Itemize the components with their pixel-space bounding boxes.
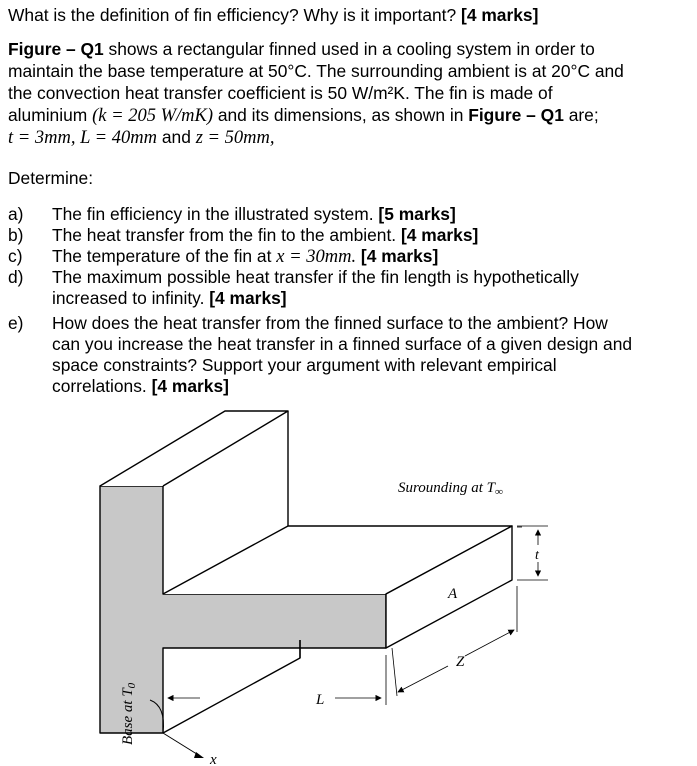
z-dim-line-1 xyxy=(465,630,514,656)
figure-reference: Figure – Q1 xyxy=(8,39,104,59)
wall-top-face xyxy=(100,411,288,486)
determine-heading: Determine: xyxy=(8,168,94,188)
question-text: The fin efficiency in the illustrated system. xyxy=(52,204,374,224)
question-text: How does the heat transfer from the finned surface to the ambient? How xyxy=(52,313,608,333)
base-label: Base at $T_0$ xyxy=(120,682,138,745)
question-label: a) xyxy=(8,204,24,224)
wall-side-lower xyxy=(163,640,300,733)
question-label: c) xyxy=(8,246,23,266)
question-text: can you increase the heat transfer in a finned surface of a given design and xyxy=(52,334,633,354)
label-t: t xyxy=(535,548,539,563)
z-dim-ext-bottom xyxy=(392,648,397,696)
dimensions-math-2: z = 50mm, xyxy=(195,128,275,148)
label-x: x xyxy=(210,752,217,766)
label-z: Z xyxy=(456,654,465,670)
problem-text-4b: and its dimensions, as shown in xyxy=(213,105,469,125)
figure-reference-2: Figure – Q1 xyxy=(468,105,564,125)
question-marks: [4 marks] xyxy=(209,288,287,308)
problem-text-1: shows a rectangular finned used in a cooling system in order to xyxy=(103,39,595,59)
question-marks: [4 marks] xyxy=(360,246,439,266)
surrounding-label: Surounding at $T_\infty$ xyxy=(398,480,503,498)
z-dim-line-2 xyxy=(398,666,448,692)
dimensions-math: t = 3mm, L = 40mm xyxy=(8,128,158,148)
problem-text-4c: are; xyxy=(563,105,599,125)
problem-text-4a: aluminium xyxy=(8,105,93,125)
question-marks: [4 marks] xyxy=(151,376,229,396)
question-text: increased to infinity. xyxy=(52,288,205,308)
question-text: The temperature of the fin at xyxy=(52,246,277,266)
question-marks: [4 marks] xyxy=(400,225,479,245)
intro-question-text: What is the definition of fin efficiency? Why is it important? xyxy=(8,5,457,25)
question-label: e) xyxy=(8,313,24,333)
problem-text-3: the convection heat transfer coefficient is 50 W/m²K. The fin is made of xyxy=(8,83,553,103)
label-a: A xyxy=(448,586,458,602)
x-axis-line xyxy=(163,733,200,756)
problem-text-5: and xyxy=(157,127,196,147)
wall-front-face xyxy=(100,486,386,733)
problem-text-2: maintain the base temperature at 50°C. The surrounding ambient is at 20°C and xyxy=(8,61,624,81)
question-label: b) xyxy=(8,225,24,245)
question-label: d) xyxy=(8,267,24,287)
question-text: The heat transfer from the fin to the ambient. xyxy=(52,225,397,245)
conductivity-math: (k = 205 W/mK) xyxy=(92,106,213,126)
question-text: The maximum possible heat transfer if the fin length is hypothetically xyxy=(52,267,579,287)
label-l: L xyxy=(316,692,325,708)
question-math: x = 30mm. xyxy=(276,247,357,267)
intro-marks: [4 marks] xyxy=(461,5,539,25)
question-text: correlations. xyxy=(52,376,147,396)
question-text: space constraints? Support your argument with relevant empirical xyxy=(52,355,557,375)
question-marks: [5 marks] xyxy=(378,204,456,224)
